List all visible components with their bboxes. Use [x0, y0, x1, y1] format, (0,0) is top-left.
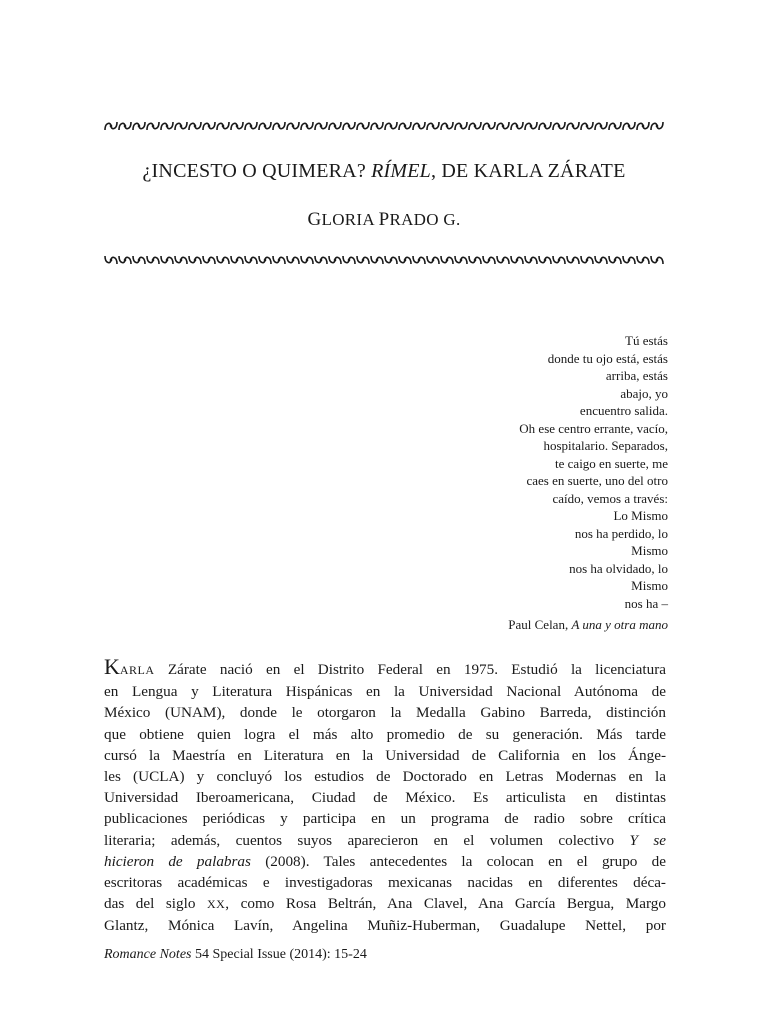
epigraph-line: encuentro salida.	[579, 403, 668, 418]
epigraph-line: Tú estás	[625, 333, 668, 348]
ornament-dot	[362, 125, 365, 128]
epigraph-line: nos ha olvidado, lo	[569, 560, 668, 576]
body-line	[104, 656, 666, 681]
bottom-ornament-border	[104, 253, 664, 267]
title-part2: , DE KARLA ZÁRATE	[430, 160, 626, 182]
ornament-dot	[642, 125, 645, 128]
ornament-dot	[166, 125, 169, 128]
ornament-dot	[418, 259, 421, 262]
ornament-dot	[166, 259, 169, 262]
epigraph-attribution-work: A una y otra mano	[571, 617, 668, 632]
title-italic: RÍMEL	[371, 160, 431, 182]
ornament-dot	[124, 125, 127, 128]
ornament-dot	[222, 259, 225, 262]
body-line-text: (2008). Tales antecedentes la colocan en el grupo de	[250, 852, 666, 870]
body-line: publicaciones periódicas y participa en un programa de radio sobre crítica	[104, 810, 666, 828]
author-last-initial: P	[378, 209, 390, 230]
top-ornament-border	[104, 119, 664, 133]
ornament-dot	[558, 125, 561, 128]
body-line: cursó la Maestría en Literatura en la Universidad de California en los Ánge-	[104, 746, 666, 764]
ornament-dot	[656, 259, 659, 262]
body-line: que obtiene quien logra el más alto promedio de su generación. Más tarde	[104, 725, 666, 743]
ornament-dot	[530, 125, 533, 128]
ornament-top-svg	[104, 119, 664, 133]
ornament-dot	[278, 125, 281, 128]
ornament-dot	[516, 259, 519, 262]
body-line: México (UNAM), donde le otorgaron la Medalla Gabino Barreda, distinción	[104, 704, 666, 722]
ornament-dot	[446, 125, 449, 128]
ornament-dot	[488, 259, 491, 262]
ornament-dot	[544, 125, 547, 128]
ornament-dot	[390, 259, 393, 262]
epigraph-line: caído, vemos a través:	[552, 490, 668, 506]
ornament-dot	[334, 125, 337, 128]
ornament-dot	[656, 125, 659, 128]
epigraph-line: Mismo	[631, 578, 668, 593]
body-line: Glantz, Mónica Lavín, Angelina Muñiz-Huberman, Guadalupe Nettel, por	[104, 917, 666, 935]
ornament-bottom-svg	[104, 253, 664, 267]
ornament-dot	[474, 125, 477, 128]
epigraph-line: hospitalario. Separados,	[543, 438, 668, 453]
ornament-dot	[250, 125, 253, 128]
body-line-text: Zárate nació en el Distrito Federal en 1975. Estudió la licenciatura	[154, 661, 666, 678]
author-first-rest: LORIA	[321, 210, 379, 229]
ornament-dot	[586, 259, 589, 262]
ornament-dot	[586, 125, 589, 128]
ornament-dot	[614, 125, 617, 128]
ornament-dot	[320, 125, 323, 128]
epigraph-line: te caigo en suerte, me	[555, 455, 668, 471]
ornament-dot	[278, 259, 281, 262]
epigraph-line: nos ha –	[624, 595, 668, 611]
ornament-dot	[572, 125, 575, 128]
body-line: en Lengua y Literatura Hispánicas en la Universidad Nacional Autónoma de	[104, 683, 666, 701]
ornament-dot	[110, 125, 113, 128]
body-line-text: das del siglo	[104, 895, 207, 913]
ornament-dot	[418, 125, 421, 128]
ornament-dot	[572, 259, 575, 262]
ornament-dot	[264, 259, 267, 262]
ornament-dot	[376, 259, 379, 262]
epigraph-attribution-author: Paul Celan,	[508, 617, 572, 632]
ornament-dot	[250, 259, 253, 262]
body-line-text: literaria; además, cuentos suyos aparecieron en el volumen colectivo	[104, 831, 630, 849]
dropcap: K	[104, 654, 120, 679]
epigraph-line: donde tu ojo está, estás	[547, 350, 668, 366]
ornament-dot	[516, 125, 519, 128]
ornament-dot	[446, 259, 449, 262]
ornament-dot	[558, 259, 561, 262]
ornament-dot	[152, 125, 155, 128]
ornament-dot	[362, 259, 365, 262]
ornament-dot	[502, 259, 505, 262]
ornament-dot	[236, 125, 239, 128]
ornament-dot	[390, 125, 393, 128]
epigraph-line: nos ha perdido, lo	[574, 525, 668, 541]
book-title-part2: hicieron de palabras	[104, 852, 251, 870]
epigraph-line: abajo, yo	[620, 385, 668, 401]
ornament-dot	[334, 259, 337, 262]
author-last-rest: RADO G.	[389, 210, 461, 229]
epigraph-line: Oh ese centro errante, vacío,	[519, 420, 668, 436]
body-line	[104, 851, 666, 872]
ornament-dot	[600, 259, 603, 262]
ornament-dot	[376, 125, 379, 128]
body-line: Universidad Iberoamericana, Ciudad de México. Es articulista en distintas	[104, 789, 666, 807]
ornament-dot	[530, 259, 533, 262]
body-line	[104, 893, 666, 915]
ornament-dot	[152, 259, 155, 262]
ornament-dot	[404, 259, 407, 262]
ornament-dot	[628, 259, 631, 262]
body-line	[104, 830, 666, 851]
book-title-part1: Y se	[629, 831, 666, 849]
ornament-dot	[628, 125, 631, 128]
ornament-dot	[544, 259, 547, 262]
epigraph-line: Mismo	[631, 543, 668, 558]
ornament-dot	[138, 125, 141, 128]
journal-name: Romance Notes	[104, 947, 192, 962]
ornament-dot	[502, 125, 505, 128]
epigraph-line: arriba, estás	[605, 368, 668, 383]
ornament-dot	[348, 259, 351, 262]
ornament-dot	[404, 125, 407, 128]
ornament-dot	[292, 125, 295, 128]
ornament-dot	[642, 259, 645, 262]
ornament-dot	[614, 259, 617, 262]
ornament-dot	[320, 259, 323, 262]
smallcaps-name: ARLA	[119, 663, 155, 677]
article-title	[0, 160, 768, 183]
title-part1: ¿INCESTO O QUIMERA?	[142, 160, 372, 182]
ornament-dot	[488, 125, 491, 128]
ornament-dot	[180, 125, 183, 128]
epigraph-line: Lo Mismo	[613, 508, 668, 523]
ornament-dot	[474, 259, 477, 262]
ornament-dot	[306, 259, 309, 262]
journal-footer	[104, 947, 367, 963]
ornament-dot	[600, 125, 603, 128]
journal-citation: 54 Special Issue (2014): 15-24	[191, 947, 367, 962]
article-author	[0, 209, 768, 231]
ornament-dot	[194, 125, 197, 128]
author-first-initial: G	[307, 209, 322, 230]
ornament-dot	[264, 125, 267, 128]
ornament-dot	[110, 259, 113, 262]
ornament-dot	[460, 125, 463, 128]
body-line-text: , como Rosa Beltrán, Ana Clavel, Ana García Bergua, Margo	[225, 895, 666, 913]
ornament-dot	[194, 259, 197, 262]
epigraph	[348, 332, 668, 634]
ornament-dot	[180, 259, 183, 262]
ornament-dot	[138, 259, 141, 262]
ornament-dot	[348, 125, 351, 128]
epigraph-attribution	[348, 616, 668, 634]
body-line: les (UCLA) y concluyó los estudios de Doctorado en Letras Modernas en la	[104, 768, 666, 786]
epigraph-line: caes en suerte, uno del otro	[526, 473, 668, 488]
ornament-dot	[124, 259, 127, 262]
ornament-dot	[432, 125, 435, 128]
ornament-dot	[236, 259, 239, 262]
ornament-dot	[292, 259, 295, 262]
body-paragraph	[104, 656, 666, 937]
century-smallcaps: XX	[206, 897, 226, 912]
ornament-dot	[208, 125, 211, 128]
ornament-dot	[460, 259, 463, 262]
ornament-dot	[222, 125, 225, 128]
ornament-dot	[306, 125, 309, 128]
ornament-dot	[432, 259, 435, 262]
body-line: escritoras académicas e investigadoras mexicanas nacidas en diferentes déca-	[104, 874, 666, 892]
ornament-dot	[208, 259, 211, 262]
